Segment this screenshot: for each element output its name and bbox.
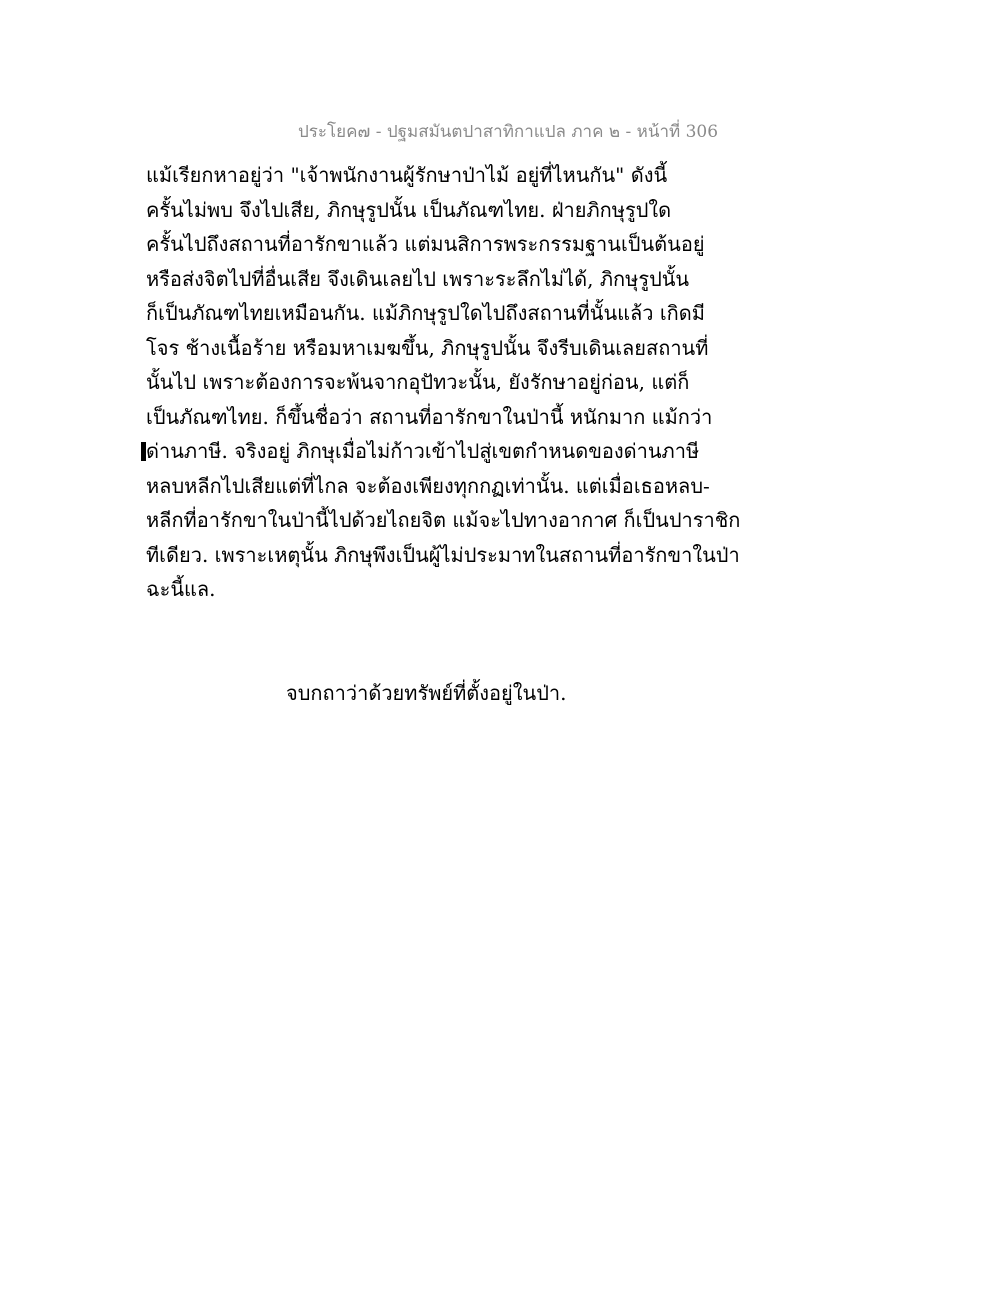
running-header: ประโยค๗ - ปฐมสมันตปาสาทิกาแปล ภาค ๒ - หน้าที่ 306 bbox=[298, 122, 719, 142]
text-line: ทีเดียว. เพราะเหตุนั้น ภิกษุพึงเป็นผู้ไม่ประมาทในสถานที่อารักขาในป่า bbox=[146, 542, 740, 567]
text-line: นั้นไป เพราะต้องการจะพ้นจากอุปัทวะนั้น, ยังรักษาอยู่ก่อน, แต่ก็ bbox=[146, 370, 690, 394]
text-line: ครั้นไม่พบ จึงไปเสีย, ภิกษุรูปนั้น เป็นภัณฑไทย. ฝ่ายภิกษุรูปใด bbox=[146, 197, 672, 222]
text-line: เป็นภัณฑไทย. ก็ขึ้นชื่อว่า สถานที่อารักขาในป่านี้ หนักมาก แม้กว่า bbox=[146, 404, 713, 429]
text-line: หลีกที่อารักขาในป่านี้ไปด้วยไถยจิต แม้จะไปทางอากาศ ก็เป็นปาราชิก bbox=[146, 508, 741, 532]
text-line: ครั้นไปถึงสถานที่อารักขาแล้ว แต่มนสิการพระกรรมฐานเป็นต้นอยู่ bbox=[146, 232, 705, 256]
text-line: โจร ช้างเนื้อร้าย หรือมหาเมฆขึ้น, ภิกษุรูปนั้น จึงรีบเดินเลยสถานที่ bbox=[146, 335, 709, 360]
text-line-marked bbox=[146, 434, 736, 469]
section-closing: จบกถาว่าด้วยทรัพย์ที่ตั้งอยู่ในป่า. bbox=[286, 681, 567, 705]
text-line: แม้เรียกหาอยู่ว่า "เจ้าพนักงานผู้รักษาป่าไม้ อยู่ที่ไหนกัน" ดังนี้ bbox=[146, 163, 668, 187]
text-line: ก็เป็นภัณฑไทยเหมือนกัน. แม้ภิกษุรูปใดไปถึงสถานที่นั้นแล้ว เกิดมี bbox=[146, 301, 705, 325]
text-line: หลบหลีกไปเสียแต่ที่ไกล จะต้องเพียงทุกกฏเท่านั้น. แต่เมื่อเธอหลบ- bbox=[146, 473, 710, 498]
text-line: หรือส่งจิตไปที่อื่นเสีย จึงเดินเลยไป เพราะระลึกไม่ได้, ภิกษุรูปนั้น bbox=[146, 266, 690, 291]
margin-marker bbox=[141, 442, 146, 461]
text-line: ฉะนี้แล. bbox=[146, 577, 216, 601]
text-line-content: ด่านภาษี. จริงอยู่ ภิกษุเมื่อไม่ก้าวเข้าไปสู่เขตกำหนดของด่านภาษี bbox=[146, 439, 700, 463]
body-paragraph bbox=[146, 158, 741, 607]
